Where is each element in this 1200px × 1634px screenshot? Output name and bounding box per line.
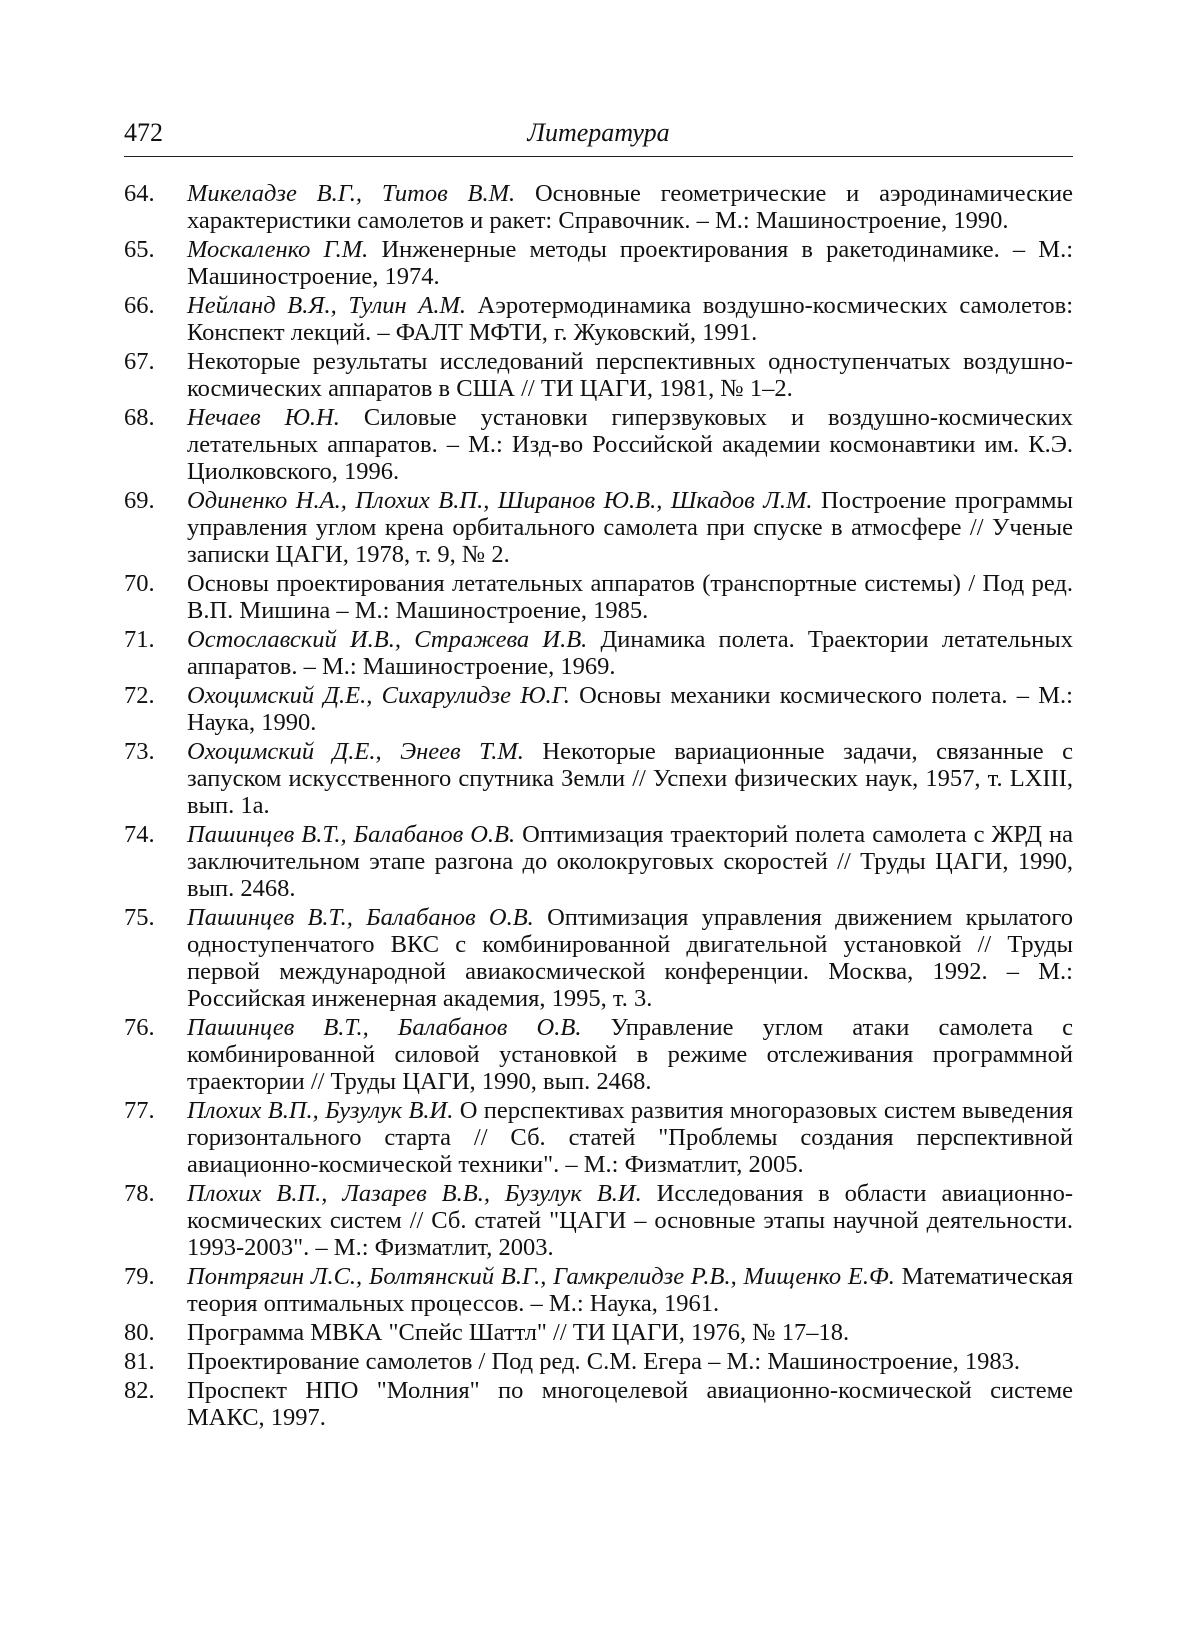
reference-number: 71.: [124, 626, 155, 653]
reference-item: [124, 1319, 1073, 1346]
page-header: [124, 116, 1073, 157]
reference-number: 67.: [124, 348, 155, 375]
reference-number: 74.: [124, 821, 155, 848]
reference-authors: Одиненко Н.А., Плохих В.П., Ширанов Ю.В., Шкадов Л.М.: [187, 487, 813, 514]
reference-authors: Пашинцев В.Т., Балабанов О.В.: [187, 904, 534, 931]
reference-text: Управление углом атаки самолета с комбинированной силовой установкой в режиме отслеживания программной траектории // Труды ЦАГИ, 1990, вып. 2468.: [187, 1014, 1073, 1095]
reference-text: Основы проектирования летательных аппаратов (транспортные системы) / Под ред. В.П. Мишина – М.: Машиностроение, 1985.: [187, 570, 1073, 624]
reference-text: Математическая теория оптимальных процессов. – М.: Наука, 1961.: [187, 1263, 1074, 1317]
reference-text: Оптимизация траекторий полета самолета с ЖРД на заключительном этапе разгона до околокруговых скоростей // Труды ЦАГИ, 1990, вып. 2468.: [187, 821, 1073, 902]
running-title: Литература: [527, 118, 670, 147]
reference-number: 76.: [124, 1014, 155, 1041]
reference-authors: Охоцимский Д.Е., Энеев Т.М.: [187, 738, 524, 765]
reference-text: Динамика полета. Траектории летательных аппаратов. – М.: Машиностроение, 1969.: [187, 626, 1073, 680]
reference-text: Некоторые вариационные задачи, связанные с запуском искусственного спутника Земли // Успехи физических наук, 1957, т. LXIII, вып. 1а.: [187, 738, 1073, 819]
reference-text: Силовые установки гиперзвуковых и воздушно-космических летательных аппаратов. – М.: Изд-во Российской академии космонавтики им. К.Э. Циолковского, 1996.: [187, 404, 1073, 485]
reference-number: 80.: [124, 1319, 155, 1346]
reference-authors: Нечаев Ю.Н.: [187, 404, 340, 431]
reference-item: [124, 626, 1073, 680]
reference-number: 78.: [124, 1180, 155, 1207]
reference-text: Основы механики космического полета. – М.: Наука, 1990.: [187, 682, 1073, 736]
reference-item: [124, 682, 1073, 736]
reference-authors: Микеладзе В.Г., Титов В.М.: [187, 180, 516, 207]
reference-authors: Плохих В.П., Бузулук В.И.: [187, 1097, 454, 1124]
reference-text: Программа МВКА "Спейс Шаттл" // ТИ ЦАГИ, 1976, № 17–18.: [187, 1319, 850, 1346]
reference-item: [124, 570, 1073, 624]
reference-number: 66.: [124, 292, 155, 319]
reference-text: Основные геометрические и аэродинамические характеристики самолетов и ракет: Справочник. – М.: Машиностроение, 1990.: [187, 180, 1073, 234]
reference-item: [124, 1263, 1073, 1317]
reference-number: 68.: [124, 404, 155, 431]
reference-number: 72.: [124, 682, 155, 709]
page-number: 472: [124, 118, 163, 147]
reference-authors: Плохих В.П., Лазарев В.В., Бузулук В.И.: [187, 1180, 642, 1207]
reference-authors: Пашинцев В.Т., Балабанов О.В.: [187, 1014, 582, 1041]
reference-item: [124, 1180, 1073, 1261]
reference-text: Построение программы управления углом крена орбитального самолета при спуске в атмосфере // Ученые записки ЦАГИ, 1978, т. 9, № 2.: [187, 487, 1073, 568]
reference-number: 73.: [124, 738, 155, 765]
reference-number: 79.: [124, 1263, 155, 1290]
reference-text: О перспективах развития многоразовых систем выведения горизонтального старта // Сб. статей "Проблемы создания перспективной авиационно-космической техники". – М.: Физматлит, 2005.: [187, 1097, 1073, 1178]
reference-item: [124, 236, 1073, 290]
reference-authors: Остославский И.В., Стражева И.В.: [187, 626, 588, 653]
reference-item: [124, 1014, 1073, 1095]
reference-number: 77.: [124, 1097, 155, 1124]
reference-item: [124, 487, 1073, 568]
reference-item: [124, 1097, 1073, 1178]
reference-authors: Охоцимский Д.Е., Сихарулидзе Ю.Г.: [187, 682, 570, 709]
reference-item: [124, 404, 1073, 485]
reference-number: 65.: [124, 236, 155, 263]
reference-text: Проспект НПО "Молния" по многоцелевой авиационно-космической системе МАКС, 1997.: [187, 1377, 1073, 1431]
reference-text: Проектирование самолетов / Под ред. С.М. Егера – М.: Машиностроение, 1983.: [187, 1348, 1020, 1375]
reference-number: 82.: [124, 1377, 155, 1404]
reference-number: 81.: [124, 1348, 155, 1375]
reference-number: 70.: [124, 570, 155, 597]
reference-item: [124, 348, 1073, 402]
reference-item: [124, 180, 1073, 234]
reference-text: Аэротермодинамика воздушно-космических самолетов: Конспект лекций. – ФАЛТ МФТИ, г. Жуковский, 1991.: [187, 292, 1074, 346]
reference-list: [124, 180, 1073, 1433]
reference-authors: Понтрягин Л.С., Болтянский В.Г., Гамкрелидзе Р.В., Мищенко Е.Ф.: [187, 1263, 895, 1290]
reference-item: [124, 1377, 1073, 1431]
reference-item: [124, 292, 1073, 346]
reference-item: [124, 1348, 1073, 1375]
reference-authors: Нейланд В.Я., Тулин А.М.: [187, 292, 466, 319]
reference-number: 69.: [124, 487, 155, 514]
reference-text: Оптимизация управления движением крылатого одноступенчатого ВКС с комбинированной двигательной установкой // Труды первой международной авиакосмической конференции. Москва, 1992. – М.: Российская инженерная академия, 1995, т. 3.: [187, 904, 1074, 1012]
reference-number: 64.: [124, 180, 155, 207]
reference-item: [124, 821, 1073, 902]
reference-text: Инженерные методы проектирования в ракетодинамике. – М.: Машиностроение, 1974.: [187, 236, 1074, 290]
reference-text: Исследования в области авиационно-космических систем // Сб. статей "ЦАГИ – основные этапы научной деятельности. 1993-2003". – М.: Физматлит, 2003.: [187, 1180, 1073, 1261]
reference-item: [124, 738, 1073, 819]
reference-authors: Пашинцев В.Т., Балабанов О.В.: [187, 821, 516, 848]
reference-number: 75.: [124, 904, 155, 931]
document-page: [124, 0, 1073, 1634]
reference-authors: Москаленко Г.М.: [187, 236, 369, 263]
reference-text: Некоторые результаты исследований перспективных одноступенчатых воздушно-космических аппаратов в США // ТИ ЦАГИ, 1981, № 1–2.: [187, 348, 1073, 402]
reference-item: [124, 904, 1073, 1012]
